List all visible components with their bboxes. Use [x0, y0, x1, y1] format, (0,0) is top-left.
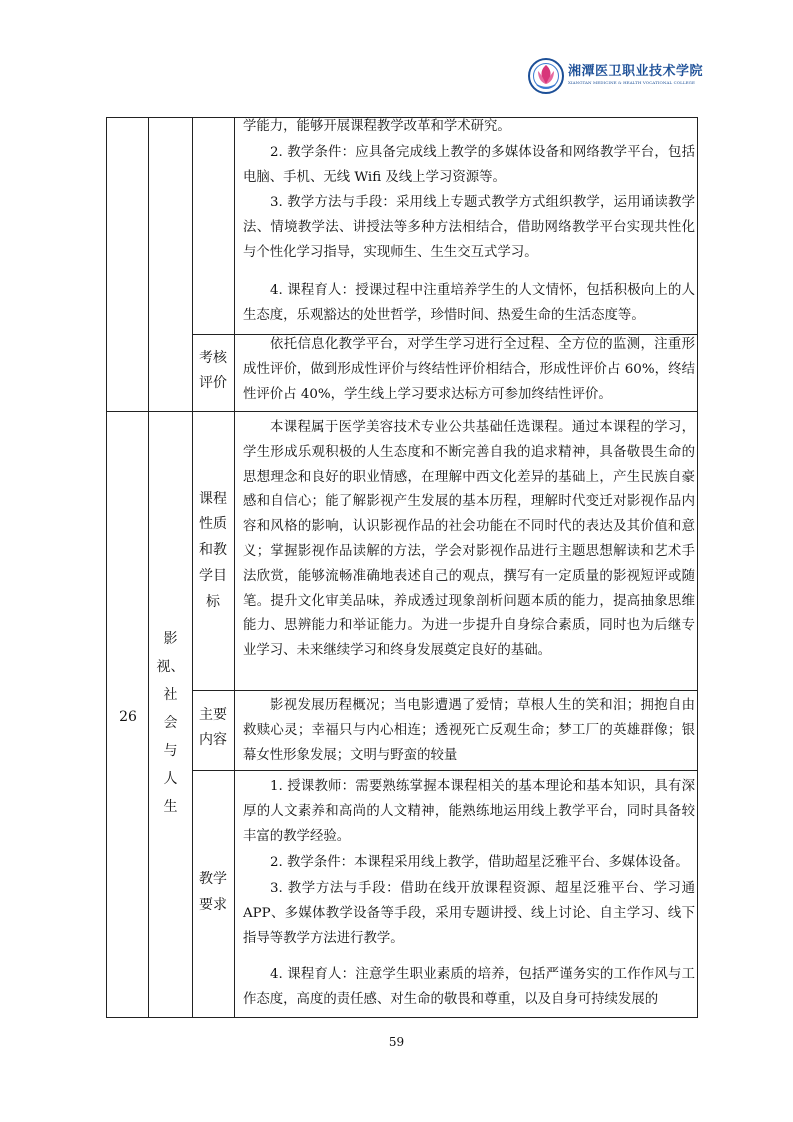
- req-education-text: 4. 课程育人：注意学生职业素质的培养，包括严谨务实的工作作风与工作态度，高度的责任感、对生命的敬畏和尊重，以及自身可持续发展的: [243, 967, 695, 1007]
- nature-label-line: 学目: [199, 568, 227, 584]
- course-education-text: 4. 课程育人：授课过程中注重培养学生的人文情怀，包括积极向上的人生态度，乐观豁达的处世哲学，珍惜时间、热爱生命的生活态度等。: [243, 283, 695, 323]
- course-title-char: 会: [163, 715, 178, 731]
- nature-label-line: 性质: [199, 516, 227, 532]
- course-number: 26: [119, 709, 137, 725]
- content-label-line2: 内容: [199, 732, 227, 748]
- course-title-char: 影: [163, 631, 178, 647]
- continuation-text: 学能力，能够开展课程教学改革和学术研究。: [243, 119, 511, 134]
- nature-label-line: 和教: [199, 542, 227, 558]
- assessment-label-line1: 考核: [199, 350, 227, 366]
- course-title-char: 人: [163, 771, 178, 787]
- course-title-char: 视、: [156, 659, 185, 675]
- college-name-en: XIANGTAN MEDICINE & HEALTH VOCATIONAL COLLEGE: [568, 80, 696, 85]
- content-label-line1: 主要: [199, 707, 227, 723]
- req-teacher-text: 1. 授课教师：需要熟练掌握本课程相关的基本理论和基本知识，具有深厚的人文素养和高尚的人文精神，能熟练地运用线上教学平台，同时具备较丰富的教学经验。: [243, 779, 695, 844]
- nature-label-line: 标: [206, 594, 220, 610]
- course-title-char: 与: [163, 743, 178, 759]
- requirements-label-line1: 教学: [199, 871, 227, 887]
- nature-label-line: 课程: [199, 491, 227, 507]
- req-conditions-text: 2. 教学条件：本课程采用线上教学，借助超星泛雅平台、多媒体设备。: [270, 855, 689, 870]
- page-number: 59: [388, 1035, 405, 1049]
- course-title-char: 生: [163, 799, 178, 815]
- req-methods-text: 3. 教学方法与手段：借助在线开放课程资源、超星泛雅平台、学习通 APP、多媒体教学设备等手段，采用专题讲授、线上讨论、自主学习、线下指导等教学方法进行教学。: [243, 881, 695, 946]
- teaching-methods-text: 3. 教学方法与手段：采用线上专题式教学方式组织教学，运用诵读教学法、情境教学法、讲授法等多种方法相结合，借助网络教学平台实现共性化与个性化学习指导，实现师生、生生交互式学习。: [243, 195, 695, 260]
- college-name: 湘潭医卫职业技术学院: [568, 64, 704, 79]
- assessment-text: 依托信息化教学平台，对学生学习进行全过程、全方位的监测，注重形成性评价，做到形成性评价与终结性评价相结合，形成性评价占 60%，终结性评价占 40%，学生线上学习要求达标方可参加终结性评价。: [243, 337, 695, 402]
- course-nature-text: 本课程属于医学美容技术专业公共基础任选课程。通过本课程的学习，学生形成乐观积极的人生态度和不断完善自我的追求精神，具备敬畏生命的思想理念和良好的职业情感，在理解中西文化差异的基础上，产生民族自豪感和自信心；能了解影视产生发展的基本历程，理解时代变迁对影视作品内容和风格的影响，认识影视作品的社会功能在不同时代的表达及其价值和意义；掌握影视作品读解的方法，学会对影视作品进行主题思想解读和艺术手法欣赏，能够流畅准确地表述自己的观点，撰写有一定质量的影视短评或随笔。提升文化审美品味，养成透过现象剖析问题本质的能力，提高抽象思维能力、思辨能力和举证能力。为进一步提升自身综合素质，同时也为后继专业学习、未来继续学习和终身发展奠定良好的基础。: [243, 420, 695, 659]
- main-content-text: 影视发展历程概况；当电影遭遇了爱情；草根人生的笑和泪；拥抱自由救赎心灵；幸福只与内心相连；透视死亡反观生命；梦工厂的英雄群像；银幕女性形象发展；文明与野蛮的较量: [243, 698, 695, 763]
- assessment-label-line2: 评价: [199, 375, 227, 391]
- course-title-char: 社: [163, 687, 178, 703]
- requirements-label-line2: 要求: [199, 897, 227, 913]
- teaching-conditions-text: 2. 教学条件：应具备完成线上教学的多媒体设备和网络教学平台，包括电脑、手机、无线 Wifi 及线上学习资源等。: [243, 145, 695, 185]
